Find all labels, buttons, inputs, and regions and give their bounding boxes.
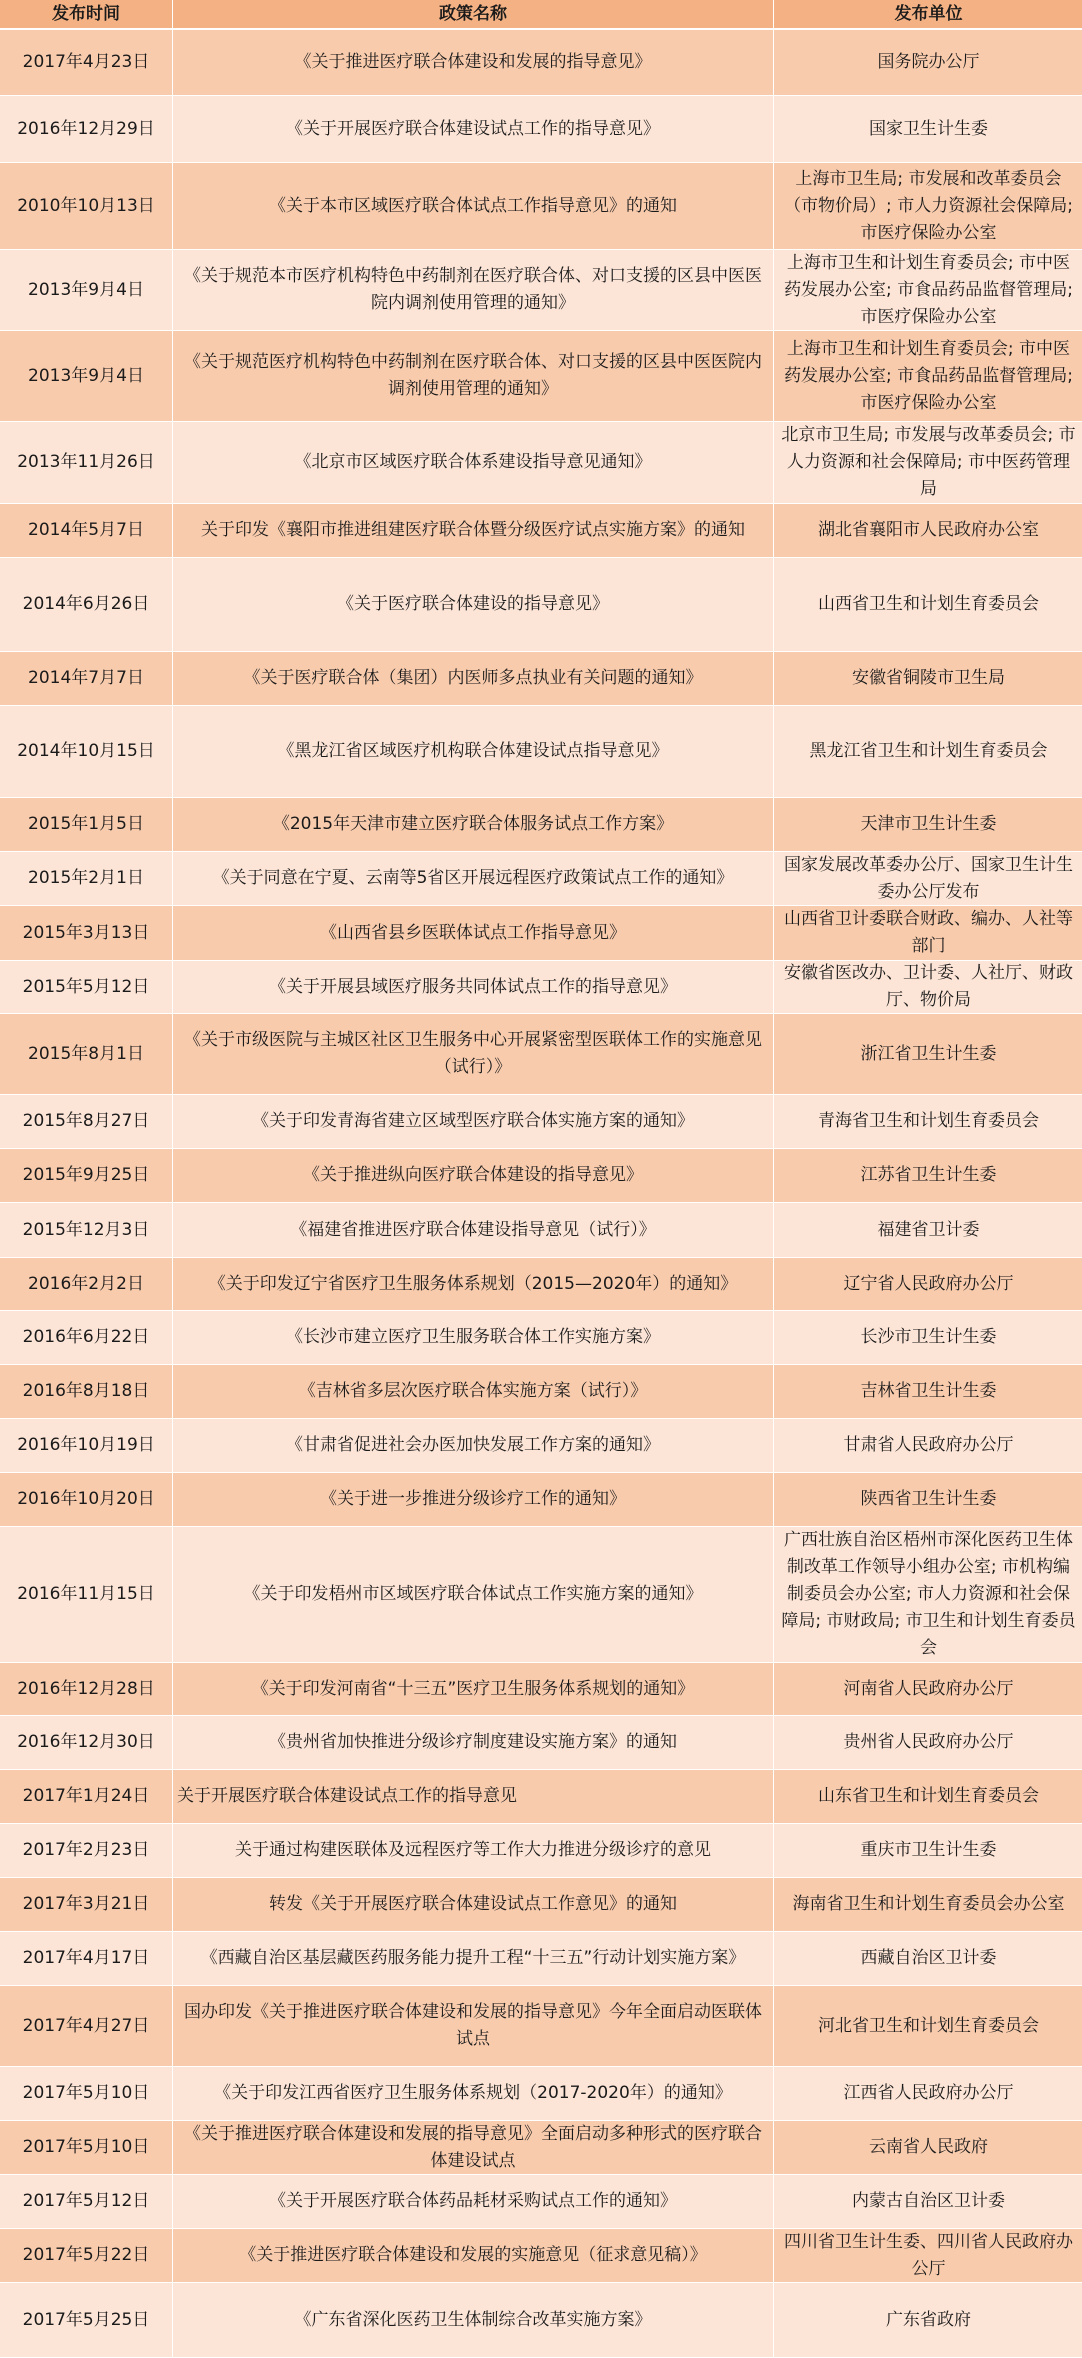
table-row bbox=[0, 504, 1082, 558]
date-cell: 2015年1月5日 bbox=[0, 798, 172, 851]
issuing-unit-cell: 四川省卫生计生委、四川省人民政府办公厅 bbox=[774, 2229, 1082, 2282]
table-row bbox=[0, 250, 1082, 331]
date-cell: 2014年5月7日 bbox=[0, 504, 172, 557]
issuing-unit-cell: 内蒙古自治区卫计委 bbox=[774, 2175, 1082, 2228]
issuing-unit-cell: 河北省卫生和计划生育委员会 bbox=[774, 1986, 1082, 2066]
header-date: 发布时间 bbox=[0, 0, 172, 28]
policy-name-cell: 《山西省县乡医联体试点工作指导意见》 bbox=[173, 906, 773, 960]
table-row bbox=[0, 961, 1082, 1014]
issuing-unit-cell: 山东省卫生和计划生育委员会 bbox=[774, 1770, 1082, 1823]
issuing-unit-cell: 长沙市卫生计生委 bbox=[774, 1311, 1082, 1364]
policy-name-cell: 《吉林省多层次医疗联合体实施方案（试行）》 bbox=[173, 1365, 773, 1418]
issuing-unit-cell: 上海市卫生局; 市发展和改革委员会（市物价局）; 市人力资源社会保障局; 市医疗保险办公室 bbox=[774, 163, 1082, 249]
table-row bbox=[0, 798, 1082, 852]
policy-name-cell: 《关于印发辽宁省医疗卫生服务体系规划（2015—2020年）的通知》 bbox=[173, 1258, 773, 1310]
policy-name-cell: 《广东省深化医药卫生体制综合改革实施方案》 bbox=[173, 2283, 773, 2357]
date-cell: 2017年5月25日 bbox=[0, 2283, 172, 2357]
issuing-unit-cell: 辽宁省人民政府办公厅 bbox=[774, 1258, 1082, 1310]
date-cell: 2015年12月3日 bbox=[0, 1203, 172, 1257]
date-cell: 2017年5月10日 bbox=[0, 2067, 172, 2120]
policy-name-cell: 《关于推进纵向医疗联合体建设的指导意见》 bbox=[173, 1149, 773, 1202]
table-row bbox=[0, 331, 1082, 422]
issuing-unit-cell: 上海市卫生和计划生育委员会; 市中医药发展办公室; 市食品药品监督管理局; 市医疗保险办公室 bbox=[774, 250, 1082, 330]
date-cell: 2016年12月30日 bbox=[0, 1716, 172, 1769]
policy-name-cell: 《关于医疗联合体（集团）内医师多点执业有关问题的通知》 bbox=[173, 652, 773, 705]
issuing-unit-cell: 福建省卫计委 bbox=[774, 1203, 1082, 1257]
policy-name-cell: 《关于开展医疗联合体药品耗材采购试点工作的通知》 bbox=[173, 2175, 773, 2228]
date-cell: 2015年8月1日 bbox=[0, 1014, 172, 1094]
policy-name-cell: 《关于推进医疗联合体建设和发展的实施意见（征求意见稿）》 bbox=[173, 2229, 773, 2282]
table-body bbox=[0, 30, 1082, 2358]
policy-name-cell: 关于开展医疗联合体建设试点工作的指导意见 bbox=[173, 1770, 773, 1823]
table-row bbox=[0, 906, 1082, 961]
policy-name-cell: 《长沙市建立医疗卫生服务联合体工作实施方案》 bbox=[173, 1311, 773, 1364]
issuing-unit-cell: 吉林省卫生计生委 bbox=[774, 1365, 1082, 1418]
policy-name-cell: 《贵州省加快推进分级诊疗制度建设实施方案》的通知 bbox=[173, 1716, 773, 1769]
table-row bbox=[0, 852, 1082, 906]
issuing-unit-cell: 江西省人民政府办公厅 bbox=[774, 2067, 1082, 2120]
date-cell: 2017年1月24日 bbox=[0, 1770, 172, 1823]
issuing-unit-cell: 国家卫生计生委 bbox=[774, 96, 1082, 162]
table-row bbox=[0, 1203, 1082, 1258]
date-cell: 2014年7月7日 bbox=[0, 652, 172, 705]
policy-name-cell: 《北京市区域医疗联合体系建设指导意见通知》 bbox=[173, 422, 773, 503]
policy-name-cell: 《关于推进医疗联合体建设和发展的指导意见》 bbox=[173, 30, 773, 95]
issuing-unit-cell: 重庆市卫生计生委 bbox=[774, 1824, 1082, 1877]
table-row bbox=[0, 1878, 1082, 1932]
table-row bbox=[0, 1419, 1082, 1473]
policy-name-cell: 关于印发《襄阳市推进组建医疗联合体暨分级医疗试点实施方案》的通知 bbox=[173, 504, 773, 557]
table-row bbox=[0, 2067, 1082, 2121]
issuing-unit-cell: 陕西省卫生计生委 bbox=[774, 1473, 1082, 1526]
issuing-unit-cell: 青海省卫生和计划生育委员会 bbox=[774, 1095, 1082, 1148]
policy-name-cell: 《关于规范医疗机构特色中药制剂在医疗联合体、对口支援的区县中医医院内调剂使用管理的通知》 bbox=[173, 331, 773, 421]
issuing-unit-cell: 海南省卫生和计划生育委员会办公室 bbox=[774, 1878, 1082, 1931]
table-row bbox=[0, 96, 1082, 163]
policy-name-cell: 《关于本市区域医疗联合体试点工作指导意见》的通知 bbox=[173, 163, 773, 249]
policy-name-cell: 《甘肃省促进社会办医加快发展工作方案的通知》 bbox=[173, 1419, 773, 1472]
date-cell: 2015年2月1日 bbox=[0, 852, 172, 905]
policy-name-cell: 《关于开展县域医疗服务共同体试点工作的指导意见》 bbox=[173, 961, 773, 1013]
issuing-unit-cell: 国务院办公厅 bbox=[774, 30, 1082, 95]
date-cell: 2017年4月17日 bbox=[0, 1932, 172, 1985]
table-row bbox=[0, 163, 1082, 250]
table-row bbox=[0, 2175, 1082, 2229]
policy-name-cell: 转发《关于开展医疗联合体建设试点工作意见》的通知 bbox=[173, 1878, 773, 1931]
date-cell: 2016年12月29日 bbox=[0, 96, 172, 162]
table-row bbox=[0, 1149, 1082, 1203]
policy-name-cell: 《关于开展医疗联合体建设试点工作的指导意见》 bbox=[173, 96, 773, 162]
date-cell: 2017年2月23日 bbox=[0, 1824, 172, 1877]
policy-name-cell: 关于通过构建医联体及远程医疗等工作大力推进分级诊疗的意见 bbox=[173, 1824, 773, 1877]
policy-name-cell: 《黑龙江省区域医疗机构联合体建设试点指导意见》 bbox=[173, 706, 773, 797]
table-row bbox=[0, 2121, 1082, 2175]
issuing-unit-cell: 山西省卫计委联合财政、编办、人社等部门 bbox=[774, 906, 1082, 960]
policy-name-cell: 《关于进一步推进分级诊疗工作的通知》 bbox=[173, 1473, 773, 1526]
table-row bbox=[0, 1770, 1082, 1824]
header-policy-name: 政策名称 bbox=[173, 0, 773, 28]
policy-name-cell: 《关于印发青海省建立区域型医疗联合体实施方案的通知》 bbox=[173, 1095, 773, 1148]
issuing-unit-cell: 贵州省人民政府办公厅 bbox=[774, 1716, 1082, 1769]
issuing-unit-cell: 广东省政府 bbox=[774, 2283, 1082, 2357]
date-cell: 2014年6月26日 bbox=[0, 558, 172, 651]
table-row bbox=[0, 2229, 1082, 2283]
date-cell: 2016年2月2日 bbox=[0, 1258, 172, 1310]
table-row bbox=[0, 1014, 1082, 1095]
issuing-unit-cell: 河南省人民政府办公厅 bbox=[774, 1663, 1082, 1715]
issuing-unit-cell: 天津市卫生计生委 bbox=[774, 798, 1082, 851]
policy-name-cell: 《关于医疗联合体建设的指导意见》 bbox=[173, 558, 773, 651]
table-row bbox=[0, 2283, 1082, 2358]
date-cell: 2016年8月18日 bbox=[0, 1365, 172, 1418]
table-row bbox=[0, 422, 1082, 504]
issuing-unit-cell: 山西省卫生和计划生育委员会 bbox=[774, 558, 1082, 651]
table-row bbox=[0, 1258, 1082, 1311]
date-cell: 2017年4月23日 bbox=[0, 30, 172, 95]
issuing-unit-cell: 北京市卫生局; 市发展与改革委员会; 市人力资源和社会保障局; 市中医药管理局 bbox=[774, 422, 1082, 503]
issuing-unit-cell: 上海市卫生和计划生育委员会; 市中医药发展办公室; 市食品药品监督管理局; 市医疗保险办公室 bbox=[774, 331, 1082, 421]
date-cell: 2016年12月28日 bbox=[0, 1663, 172, 1715]
table-row bbox=[0, 1663, 1082, 1716]
policy-name-cell: 《2015年天津市建立医疗联合体服务试点工作方案》 bbox=[173, 798, 773, 851]
date-cell: 2017年5月10日 bbox=[0, 2121, 172, 2174]
table-row bbox=[0, 1716, 1082, 1770]
policy-name-cell: 《关于推进医疗联合体建设和发展的指导意见》全面启动多种形式的医疗联合体建设试点 bbox=[173, 2121, 773, 2174]
issuing-unit-cell: 安徽省铜陵市卫生局 bbox=[774, 652, 1082, 705]
table-row bbox=[0, 1824, 1082, 1878]
policy-name-cell: 《关于规范本市医疗机构特色中药制剂在医疗联合体、对口支援的区县中医医院内调剂使用管理的通知》 bbox=[173, 250, 773, 330]
policy-name-cell: 《关于印发河南省“十三五”医疗卫生服务体系规划的通知》 bbox=[173, 1663, 773, 1715]
issuing-unit-cell: 云南省人民政府 bbox=[774, 2121, 1082, 2174]
date-cell: 2015年3月13日 bbox=[0, 906, 172, 960]
date-cell: 2015年9月25日 bbox=[0, 1149, 172, 1202]
table-header-row bbox=[0, 0, 1082, 28]
issuing-unit-cell: 江苏省卫生计生委 bbox=[774, 1149, 1082, 1202]
date-cell: 2016年11月15日 bbox=[0, 1527, 172, 1662]
date-cell: 2015年5月12日 bbox=[0, 961, 172, 1013]
date-cell: 2014年10月15日 bbox=[0, 706, 172, 797]
policy-name-cell: 《关于市级医院与主城区社区卫生服务中心开展紧密型医联体工作的实施意见（试行）》 bbox=[173, 1014, 773, 1094]
issuing-unit-cell: 广西壮族自治区梧州市深化医药卫生体制改革工作领导小组办公室; 市机构编制委员会办公室; 市人力资源和社会保障局; 市财政局; 市卫生和计划生育委员会 bbox=[774, 1527, 1082, 1662]
table-row bbox=[0, 1365, 1082, 1419]
policy-name-cell: 《西藏自治区基层藏医药服务能力提升工程“十三五”行动计划实施方案》 bbox=[173, 1932, 773, 1985]
policy-name-cell: 《福建省推进医疗联合体建设指导意见（试行）》 bbox=[173, 1203, 773, 1257]
issuing-unit-cell: 安徽省医改办、卫计委、人社厅、财政厅、物价局 bbox=[774, 961, 1082, 1013]
date-cell: 2013年9月4日 bbox=[0, 250, 172, 330]
policy-name-cell: 《关于印发梧州市区域医疗联合体试点工作实施方案的通知》 bbox=[173, 1527, 773, 1662]
header-issuing-unit: 发布单位 bbox=[774, 0, 1082, 28]
date-cell: 2017年5月12日 bbox=[0, 2175, 172, 2228]
issuing-unit-cell: 湖北省襄阳市人民政府办公室 bbox=[774, 504, 1082, 557]
date-cell: 2016年10月20日 bbox=[0, 1473, 172, 1526]
table-row bbox=[0, 30, 1082, 96]
table-row bbox=[0, 1986, 1082, 2067]
date-cell: 2010年10月13日 bbox=[0, 163, 172, 249]
issuing-unit-cell: 浙江省卫生计生委 bbox=[774, 1014, 1082, 1094]
table-row bbox=[0, 558, 1082, 652]
table-row bbox=[0, 1527, 1082, 1663]
table-row bbox=[0, 652, 1082, 706]
policy-name-cell: 国办印发《关于推进医疗联合体建设和发展的指导意见》今年全面启动医联体试点 bbox=[173, 1986, 773, 2066]
table-row bbox=[0, 1473, 1082, 1527]
date-cell: 2013年11月26日 bbox=[0, 422, 172, 503]
table-row bbox=[0, 1095, 1082, 1149]
table-row bbox=[0, 1932, 1082, 1986]
date-cell: 2017年4月27日 bbox=[0, 1986, 172, 2066]
date-cell: 2013年9月4日 bbox=[0, 331, 172, 421]
issuing-unit-cell: 国家发展改革委办公厅、国家卫生计生委办公厅发布 bbox=[774, 852, 1082, 905]
date-cell: 2016年10月19日 bbox=[0, 1419, 172, 1472]
policy-name-cell: 《关于印发江西省医疗卫生服务体系规划（2017-2020年）的通知》 bbox=[173, 2067, 773, 2120]
date-cell: 2017年3月21日 bbox=[0, 1878, 172, 1931]
issuing-unit-cell: 黑龙江省卫生和计划生育委员会 bbox=[774, 706, 1082, 797]
policy-name-cell: 《关于同意在宁夏、云南等5省区开展远程医疗政策试点工作的通知》 bbox=[173, 852, 773, 905]
date-cell: 2015年8月27日 bbox=[0, 1095, 172, 1148]
issuing-unit-cell: 西藏自治区卫计委 bbox=[774, 1932, 1082, 1985]
table-row bbox=[0, 706, 1082, 798]
date-cell: 2017年5月22日 bbox=[0, 2229, 172, 2282]
date-cell: 2016年6月22日 bbox=[0, 1311, 172, 1364]
issuing-unit-cell: 甘肃省人民政府办公厅 bbox=[774, 1419, 1082, 1472]
table-row bbox=[0, 1311, 1082, 1365]
